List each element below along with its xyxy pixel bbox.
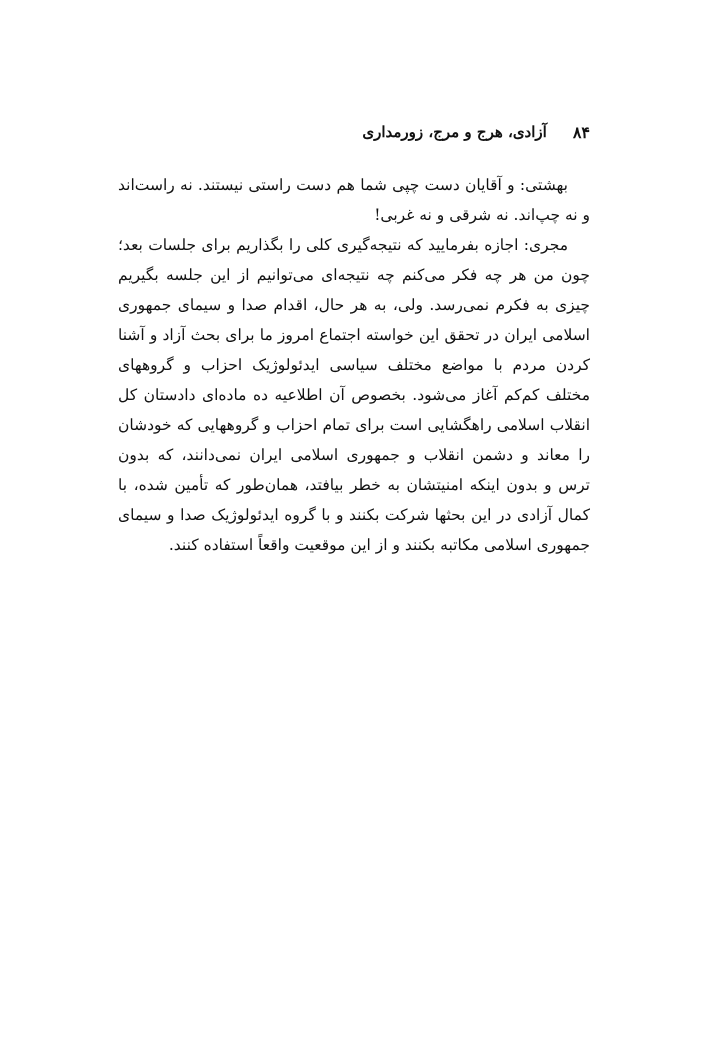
paragraph-beheshti: بهشتی: و آقایان دست چپی شما هم دست راستی نیستند. نه راست‌اند و نه چپ‌اند. نه شرقی و نه غربی! — [118, 176, 590, 224]
paragraph-moderator: مجری: اجازه بفرمایید که نتیجه‌گیری کلی را بگذاریم برای جلسات بعد؛ چون من هر چه فکر می‌کنم چه نتیجه‌ای می‌توانیم از این جلسه بگیریم چیزی به فکرم نمی‌رسد. ولی، به هر حال، اقدام صدا و سیمای جمهوری اسلامی ایران در تحقق این خواسته اجتماع امروز ما برای بحث آزاد و آشنا کردن مردم با مواضع مختلف سیاسی ایدئولوژیک احزاب و گروههای مختلف کم‌کم آغاز می‌شود. بخصوص آن اطلاعیه ده ماده‌ای دادستان کل انقلاب اسلامی راهگشایی است برای تمام احزاب و گروههایی که خودشان را معاند و دشمن انقلاب و جمهوری اسلامی ایران نمی‌دانند، که بدون ترس و بدون اینکه امنیتشان به خطر بیافتد، همان‌طور که تأمین شده، با کمال آزادی در این بحثها شرکت بکنند و با گروه ایدئولوژیک صدا و سیمای جمهوری اسلامی مکاتبه بکنند و از این موقعیت واقعاً استفاده کنند. — [118, 236, 590, 554]
running-head — [118, 118, 590, 146]
body-text — [118, 170, 590, 560]
running-title: آزادی، هرج و مرج، زورمداری — [362, 123, 547, 141]
page-number: ۸۴ — [572, 122, 590, 142]
